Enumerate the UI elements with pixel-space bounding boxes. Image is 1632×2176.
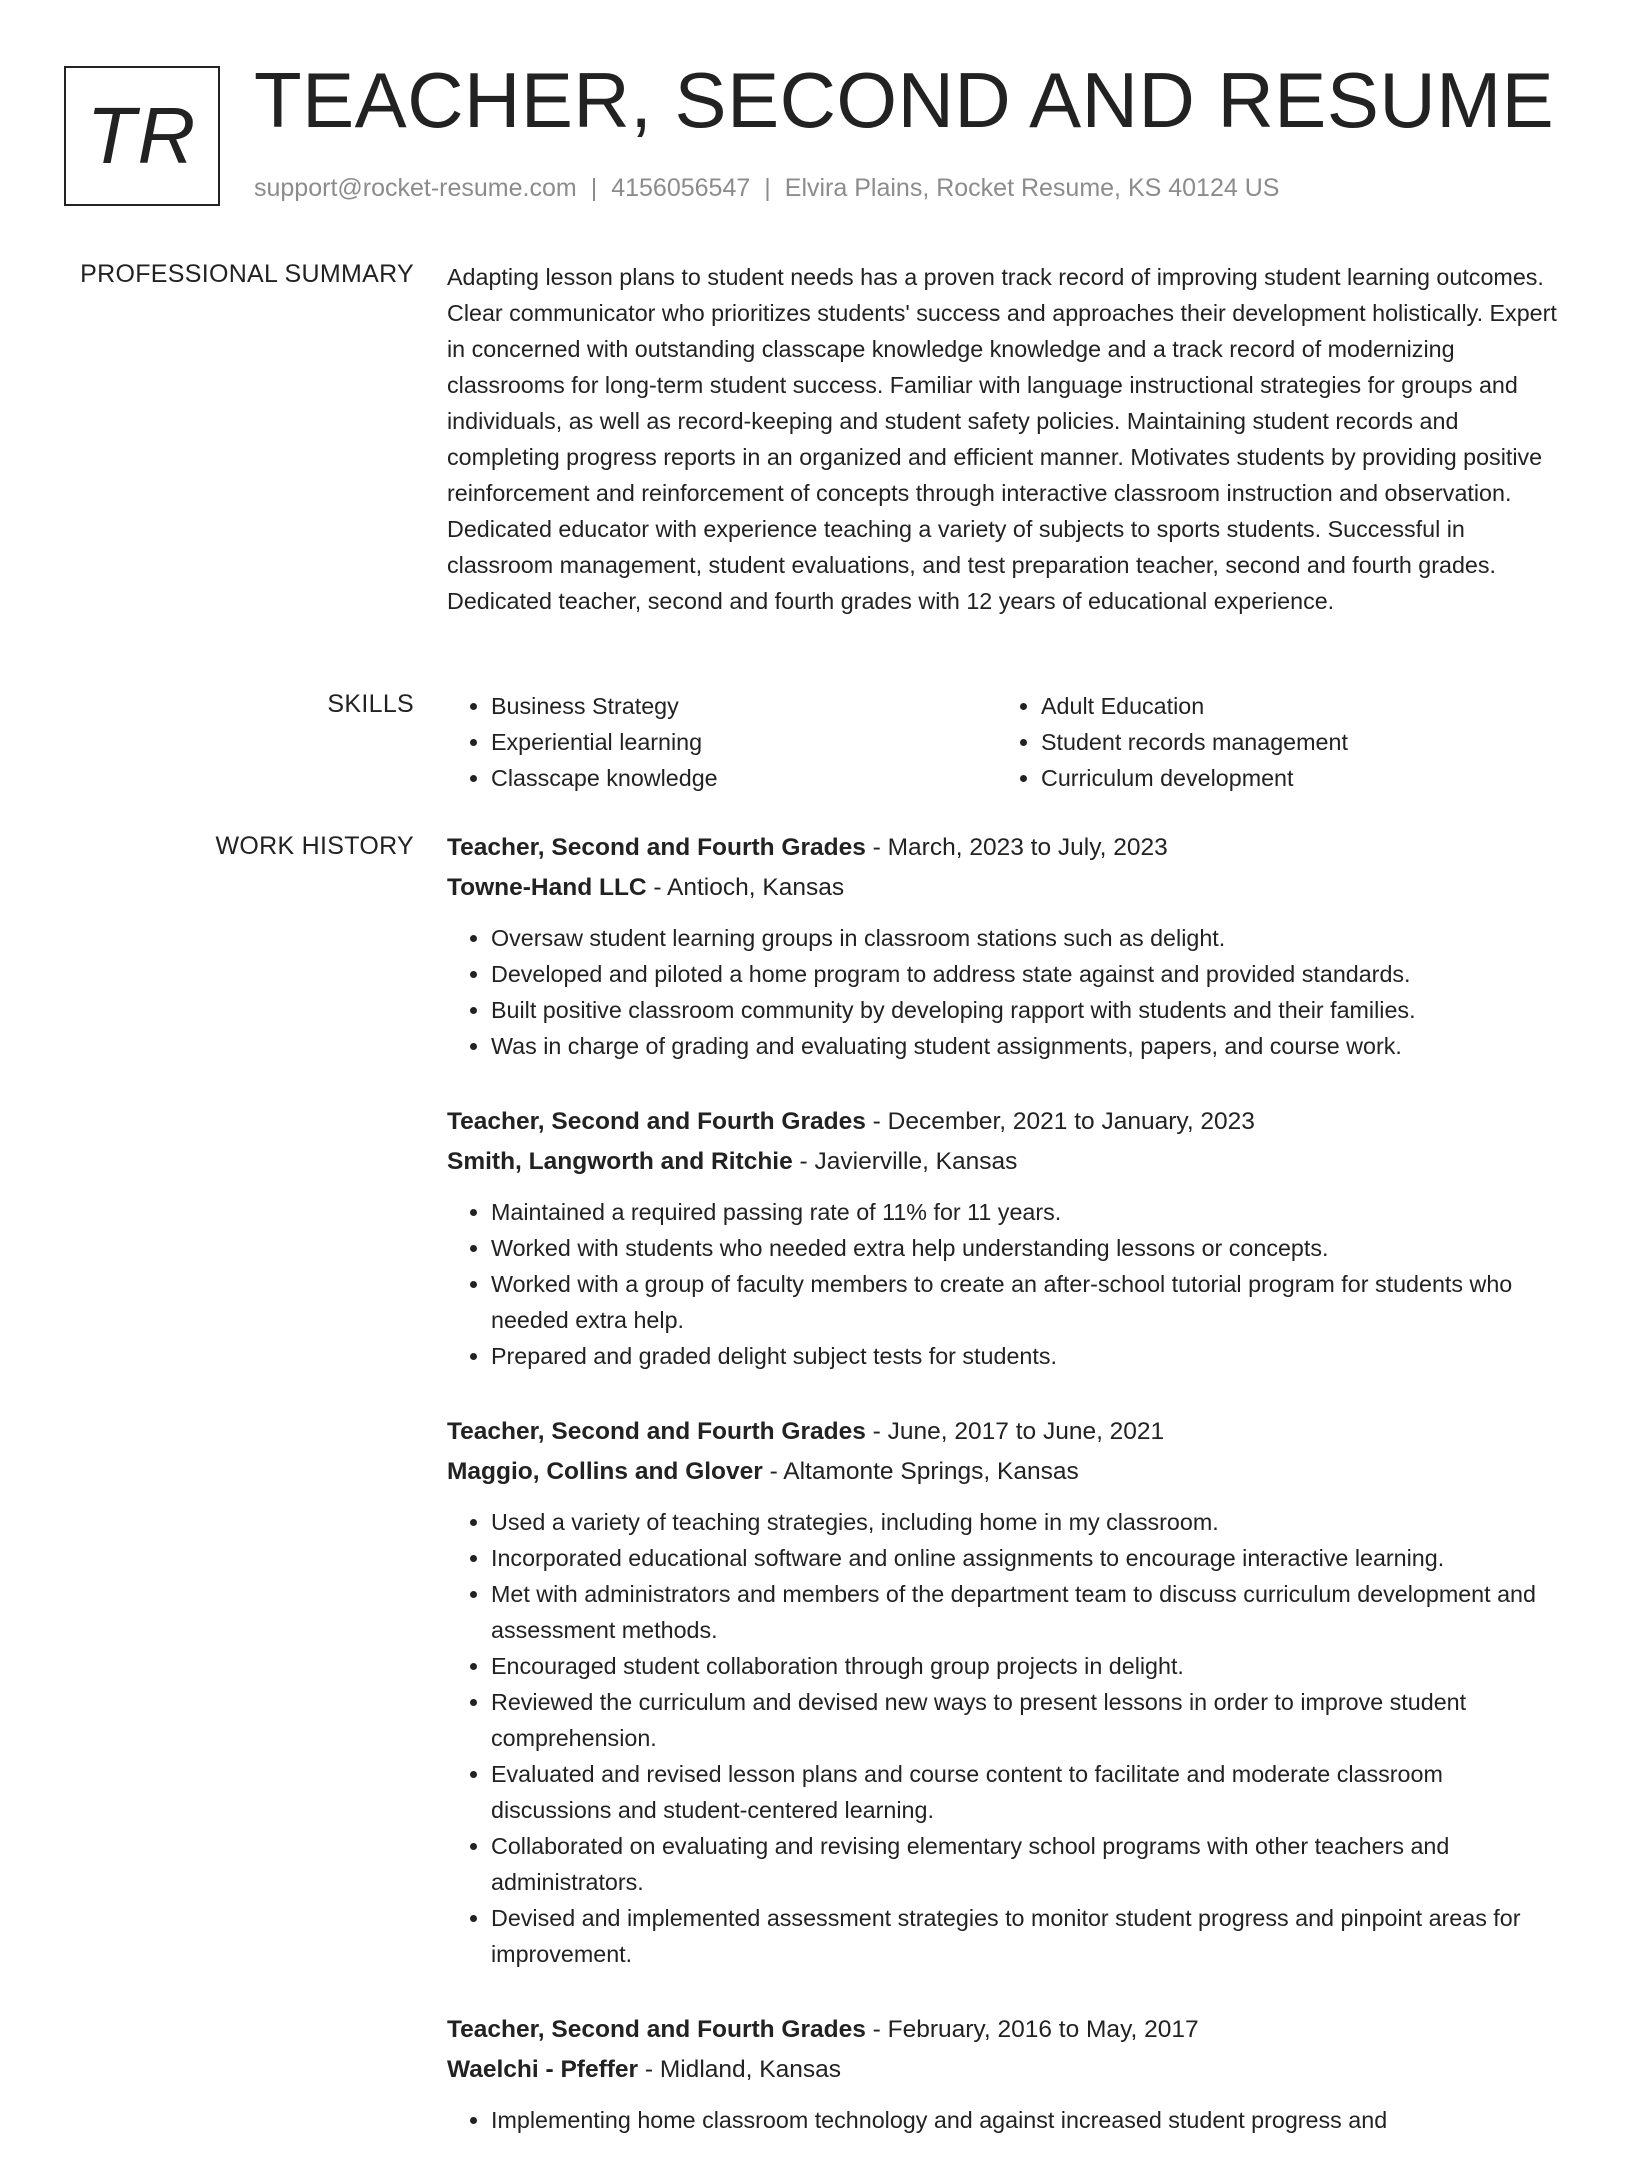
job-dates: - March, 2023 to July, 2023 — [865, 834, 1168, 861]
contact-line — [254, 174, 1279, 203]
skills-list-left — [447, 688, 1011, 796]
company-line — [447, 1142, 1567, 1182]
skill-item: • Experiential learning — [491, 724, 1011, 760]
company-name: Smith, Langworth and Ritchie — [447, 1148, 793, 1175]
job-bullet: • Maintained a required passing rate of 11% for 11 years. — [491, 1194, 1567, 1230]
job-bullets — [447, 920, 1567, 1064]
job-bullet: • Developed and piloted a home program to address state against and provided standards. — [491, 956, 1567, 992]
work-history-section — [447, 828, 1567, 2176]
contact-phone[interactable]: 4156056547 — [611, 174, 751, 202]
summary-section — [447, 259, 1567, 619]
company-name: Maggio, Collins and Glover — [447, 1458, 763, 1485]
job-entry — [447, 2010, 1567, 2138]
job-title: Teacher, Second and Fourth Grades — [447, 1418, 866, 1445]
monogram-logo: TR — [64, 66, 220, 206]
job-bullets — [447, 1194, 1567, 1374]
company-location: - Antioch, Kansas — [646, 874, 845, 901]
job-bullet: • Prepared and graded delight subject tests for students. — [491, 1338, 1567, 1374]
skill-item: • Business Strategy — [491, 688, 1011, 724]
company-line — [447, 2050, 1567, 2090]
job-bullet: • Collaborated on evaluating and revising elementary school programs with other teachers and administrators. — [491, 1828, 1567, 1900]
company-line — [447, 1452, 1567, 1492]
job-bullet: • Incorporated educational software and online assignments to encourage interactive learning. — [491, 1540, 1567, 1576]
job-title-line — [447, 1412, 1567, 1452]
job-title-line — [447, 828, 1567, 868]
company-line — [447, 868, 1567, 908]
skill-item: • Adult Education — [1041, 688, 1561, 724]
job-title: Teacher, Second and Fourth Grades — [447, 834, 866, 861]
job-title: Teacher, Second and Fourth Grades — [447, 1108, 866, 1135]
job-bullet: • Encouraged student collaboration through group projects in delight. — [491, 1648, 1567, 1684]
skills-section — [447, 688, 1567, 798]
job-bullet: • Oversaw student learning groups in classroom stations such as delight. — [491, 920, 1567, 956]
company-location: - Midland, Kansas — [638, 2056, 841, 2083]
job-bullet: • Used a variety of teaching strategies, including home in my classroom. — [491, 1504, 1567, 1540]
contact-separator: | — [764, 174, 771, 202]
skill-item: • Student records management — [1041, 724, 1561, 760]
contact-address: Elvira Plains, Rocket Resume, KS 40124 US — [784, 174, 1280, 202]
job-dates: - June, 2017 to June, 2021 — [865, 1418, 1165, 1445]
job-bullet: • Reviewed the curriculum and devised new ways to present lessons in order to improve student comprehension. — [491, 1684, 1567, 1756]
resume-title: TEACHER, SECOND AND RESUME — [254, 56, 1555, 144]
job-entry — [447, 1412, 1567, 1972]
job-title: Teacher, Second and Fourth Grades — [447, 2016, 866, 2043]
job-bullets — [447, 1504, 1567, 1972]
job-bullet: • Built positive classroom community by developing rapport with students and their families. — [491, 992, 1567, 1028]
work-history-section-label: WORK HISTORY — [215, 832, 414, 860]
job-bullet: • Worked with a group of faculty members to create an after-school tutorial program for students who needed extra help. — [491, 1266, 1567, 1338]
summary-section-label: PROFESSIONAL SUMMARY — [80, 260, 414, 288]
job-bullet: • Evaluated and revised lesson plans and course content to facilitate and moderate classroom discussions and student-centered learning. — [491, 1756, 1567, 1828]
company-location: - Javierville, Kansas — [792, 1148, 1018, 1175]
summary-text: Adapting lesson plans to student needs has a proven track record of improving student learning outcomes. Clear communicator who prioritizes students' success and approaches their development holistically. Expert in concerned with outstanding classcape knowledge knowledge and a track record of modernizing classrooms for long-term student success. Familiar with language instructional strategies for groups and individuals, as well as record-keeping and student safety policies. Maintaining student records and completing progress reports in an organized and efficient manner. Motivates students by providing positive reinforcement and reinforcement of concepts through interactive classroom instruction and observation. Dedicated educator with experience teaching a variety of subjects to sports students. Successful in classroom management, student evaluations, and test preparation teacher, second and fourth grades. Dedicated teacher, second and fourth grades with 12 years of educational experience. — [447, 264, 1557, 614]
job-title-line — [447, 1102, 1567, 1142]
job-entry — [447, 1102, 1567, 1374]
company-name: Waelchi - Pfeffer — [447, 2056, 639, 2083]
skills-section-label: SKILLS — [327, 690, 414, 718]
job-bullets — [447, 2102, 1567, 2138]
contact-separator: | — [590, 174, 598, 202]
job-bullet: • Worked with students who needed extra help understanding lessons or concepts. — [491, 1230, 1567, 1266]
job-entry — [447, 828, 1567, 1064]
job-bullet: • Was in charge of grading and evaluating student assignments, papers, and course work. — [491, 1028, 1567, 1064]
job-bullet: • Met with administrators and members of the department team to discuss curriculum development and assessment methods. — [491, 1576, 1567, 1648]
company-name: Towne-Hand LLC — [447, 874, 647, 901]
contact-email[interactable]: support@rocket-resume.com — [254, 174, 577, 202]
job-bullet: • Devised and implemented assessment strategies to monitor student progress and pinpoint areas for improvement. — [491, 1900, 1567, 1972]
company-location: - Altamonte Springs, Kansas — [762, 1458, 1079, 1485]
skill-item: • Classcape knowledge — [491, 760, 1011, 796]
job-dates: - February, 2016 to May, 2017 — [865, 2016, 1199, 2043]
skills-list-right — [997, 688, 1561, 796]
job-title-line — [447, 2010, 1567, 2050]
skill-item: • Curriculum development — [1041, 760, 1561, 796]
job-dates: - December, 2021 to January, 2023 — [865, 1108, 1255, 1135]
job-bullet: • Implementing home classroom technology and against increased student progress and — [491, 2102, 1567, 2138]
